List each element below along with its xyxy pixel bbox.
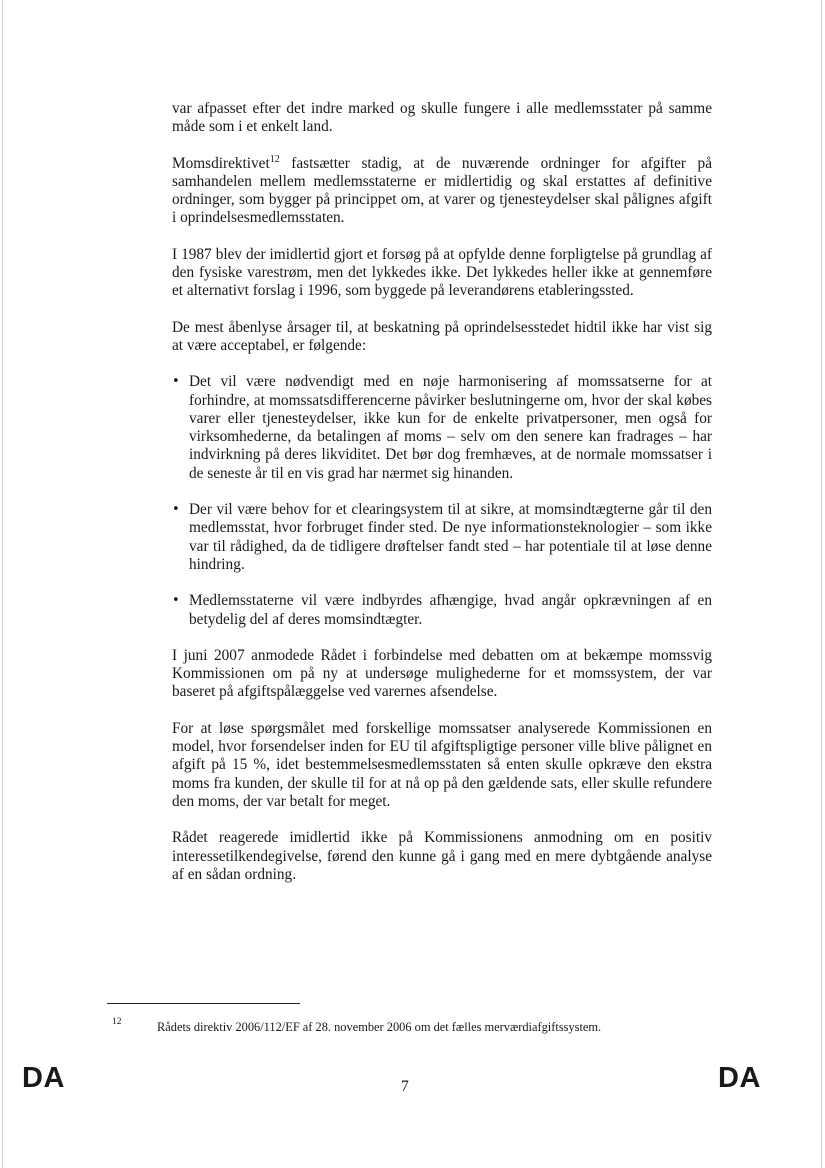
bullet-item-2: • Der vil være behov for et clearingsystem til at sikre, at momsindtægterne går til den medlemsstat, hvor forbruget finder sted. De nye informationsteknologier – som ikke var til rådighed, da de tidligere drøftelser fandt sted – har potentiale til at løse denne hindring. [172,501,712,574]
body-text [172,100,712,902]
paragraph-2-start: Momsdirektivet [172,154,270,172]
paragraph-1: var afpasset efter det indre marked og skulle fungere i alle medlemsstater på samme måde som i et enkelt land. [172,100,712,136]
paragraph-2 [172,155,712,228]
paragraph-6: For at løse spørgsmålet med forskellige momssatser analyserede Kommissionen en model, hvor forsendelser inden for EU til afgiftspligtige personer ville blive pålignet en afgift på 15 %, idet bestemmelsesmedlemsstaten så enten skulle opkræve den ekstra moms fra kunden, der skulle til for at nå op på den gældende sats, eller skulle refundere den moms, der var betalt for meget. [172,719,712,810]
paragraph-4: De mest åbenlyse årsager til, at beskatning på oprindelsesstedet hidtil ikke har vist sig at være acceptabel, er følgende: [172,318,712,354]
paragraph-2-rest: fastsætter stadig, at de nuværende ordninger for afgifter på samhandelen mellem medlemsstaterne er midlertidig og skal erstattes af definitive ordninger, som bygger på princippet om, at varer og tjenesteydelser skal pålignes afgift i oprindelsesmedlemsstaten. [172,154,712,227]
bullet-item-1: • Det vil være nødvendigt med en nøje harmonisering af momssatserne for at forhindre, at momssatsdifferencerne påvirker beslutningerne om, hvor der skal købes varer eller tjenesteydelser, ikke kun for de enkelte privatpersoner, men også for virksomhederne, da betalingen af moms – selv om den senere kan fradrages – har indvirkning på deres likviditet. Det bør dog fremhæves, at de normale momssatser i de seneste år til en vis grad har nærmet sig hinanden. [172,373,712,483]
paragraph-3: I 1987 blev der imidlertid gjort et forsøg på at opfylde denne forpligtelse på grundlag af den fysiske varestrøm, men det lykkedes ikke. Det lykkedes heller ikke at gennemføre et alternativt forslag i 1996, som byggede på leverandørens etableringssted. [172,245,712,300]
footnote-number: 12 [112,1017,122,1027]
paragraph-7: Rådet reagerede imidlertid ikke på Kommissionens anmodning om en positiv interessetilkendegivelse, førend den kunne gå i gang med en mere dybtgående analyse af en sådan ordning. [172,829,712,883]
footnote-reference: 12 [269,153,280,165]
paragraph-5: I juni 2007 anmodede Rådet i forbindelse med debatten om at bekæmpe momssvig Kommissionen om på ny at undersøge mulighederne for et momssystem, der var baseret på afgiftspålæggelse ved varernes afsendelse. [172,646,712,701]
footnote-divider [107,1003,300,1004]
footnote-text: Rådets direktiv 2006/112/EF af 28. november 2006 om det fælles merværdiafgiftssystem. [157,1020,602,1034]
bullet-item-3: • Medlemsstaterne vil være indbyrdes afhængige, hvad angår opkrævningen af en betydelig del af deres momsindtægter. [172,592,712,629]
page-number: 7 [401,1078,409,1095]
language-code-left: DA [22,1062,65,1094]
language-code-right: DA [718,1062,761,1094]
scan-edge-right [821,0,822,1168]
bullet-list [172,373,712,629]
scan-edge-left [2,0,3,1168]
